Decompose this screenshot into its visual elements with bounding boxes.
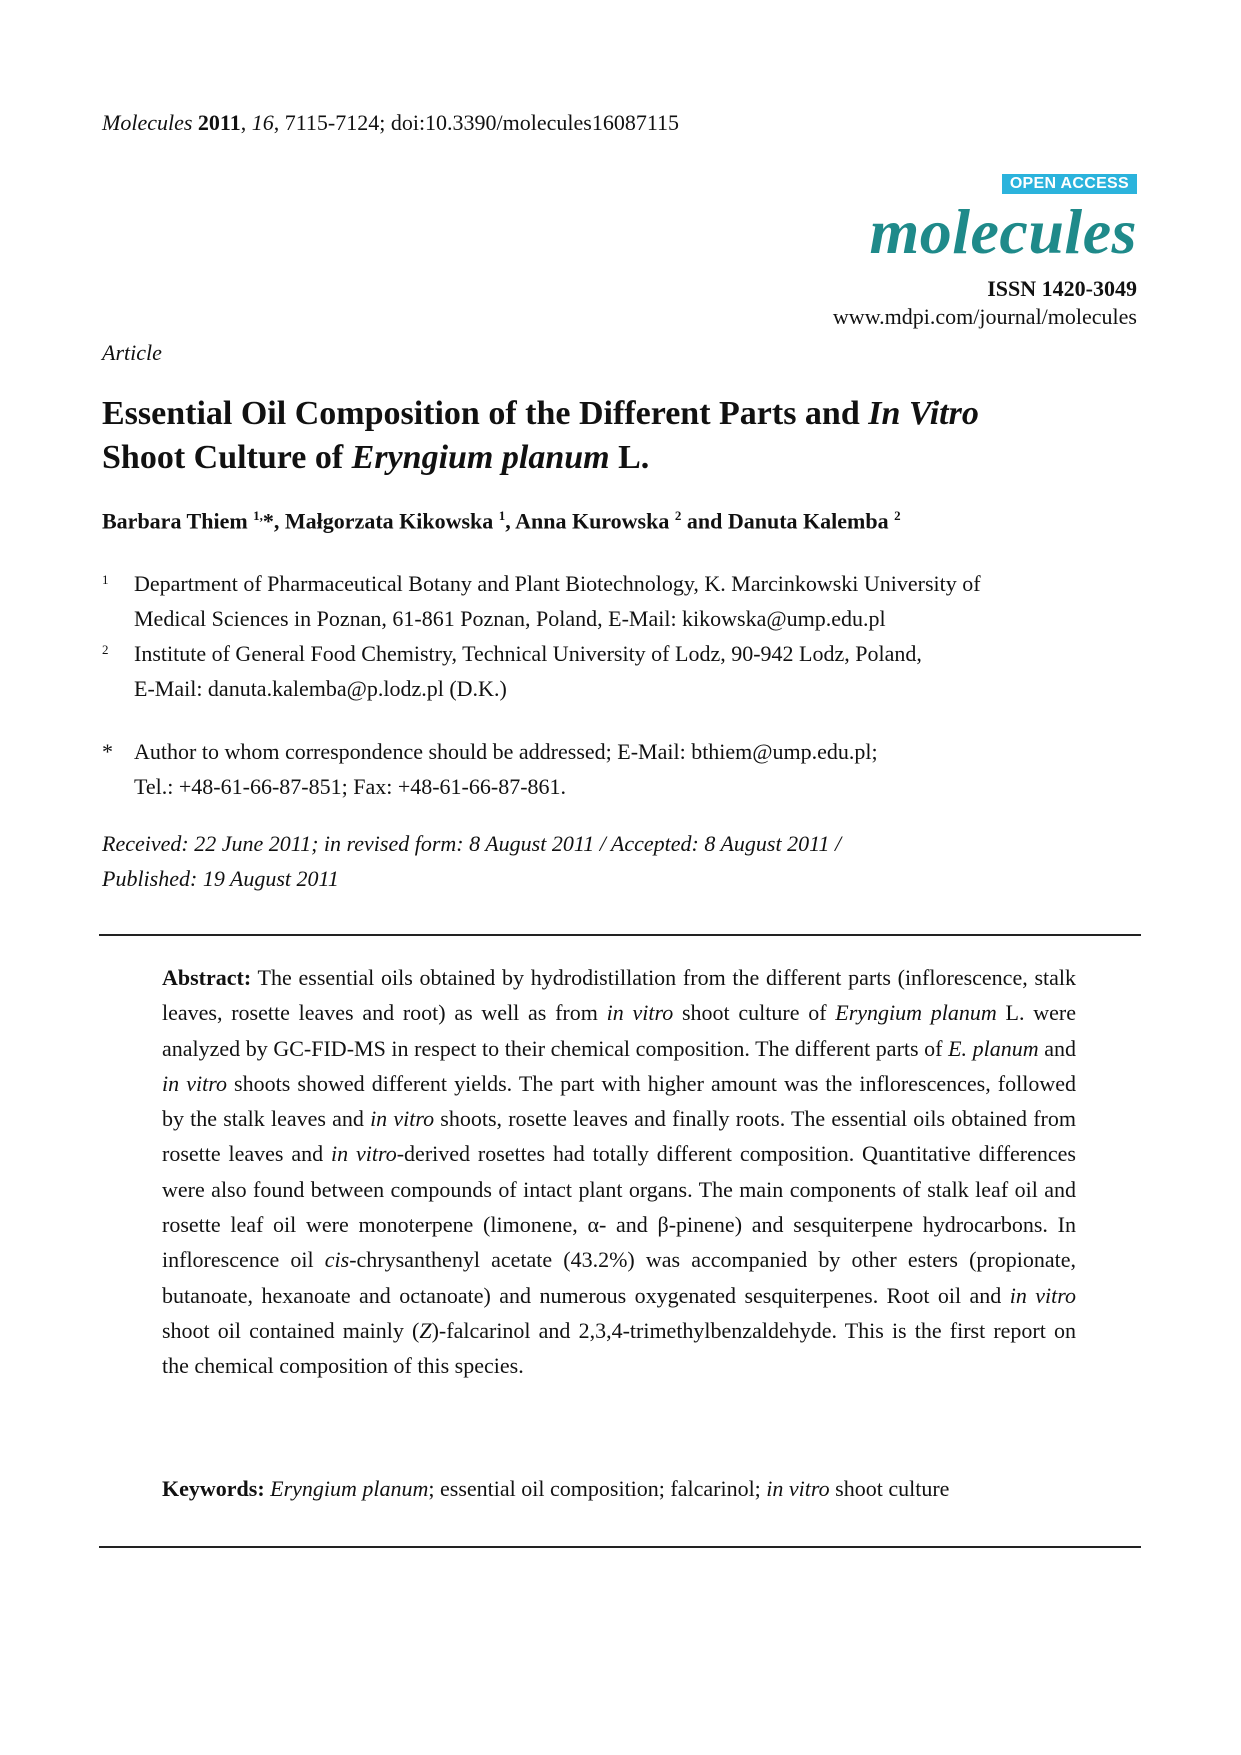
abstract-italic: in vitro <box>1009 1282 1076 1308</box>
abstract-italic: Z <box>419 1317 432 1343</box>
citation-journal: Molecules <box>102 110 193 135</box>
citation-rest: , 7115-7124; doi:10.3390/molecules16087115 <box>273 110 680 135</box>
author-name: Małgorzata Kikowska <box>284 508 499 534</box>
author-name: Barbara Thiem <box>102 508 254 534</box>
keyword-italic: Eryngium planum <box>270 1476 429 1501</box>
abstract-text: -chrysanthenyl acetate (43.2%) was accompanied by other esters (propionate, butanoate, hexanoate and octanoate) and numerous oxygenated sesquiterpenes. Root oil and <box>162 1247 1076 1308</box>
abstract-italic: in vitro <box>162 1070 227 1096</box>
abstract-italic: in vitro <box>606 1000 674 1026</box>
title-text-1: Essential Oil Composition of the Different Parts and <box>102 395 869 432</box>
abstract-italic: in vitro <box>331 1141 397 1167</box>
correspondence-note <box>102 734 1112 804</box>
abstract-text: )-falcarinol and 2,3,4-trimethylbenzaldehyde. This is the first report on the chemical composition of this species. <box>162 1317 1076 1379</box>
citation-line: Molecules 2011, 16, 7115-7124; doi:10.3390/molecules16087115 <box>102 110 680 135</box>
abstract-italic: Eryngium planum <box>835 1000 997 1026</box>
author-affil: 1, <box>253 508 263 523</box>
divider-bottom <box>99 1546 1141 1548</box>
title-text-3: L. <box>609 439 650 476</box>
abstract <box>162 960 1076 1384</box>
abstract-italic: in vitro <box>370 1106 435 1132</box>
abstract-italic: cis <box>324 1247 350 1273</box>
journal-logo: molecules <box>869 196 1137 267</box>
title-text-2: Shoot Culture of <box>102 439 352 476</box>
abstract-text: shoots showed different yields. The part with higher amount was the inflorescences, followed by the stalk leaves and <box>162 1070 1076 1132</box>
abstract-text: shoot culture of <box>673 1000 836 1026</box>
author-affil: 2 <box>674 508 682 523</box>
journal-url[interactable]: www.mdpi.com/journal/molecules <box>832 304 1137 329</box>
author-name: Anna Kurowska <box>515 508 675 534</box>
abstract-text: shoots, rosette leaves and finally roots. The essential oils obtained from rosette leaves and <box>162 1106 1076 1167</box>
affiliation-2 <box>102 636 1112 706</box>
affiliation-line: Medical Sciences in Poznan, 61-861 Poznan, Poland, E-Mail: kikowska@ump.edu.pl <box>134 606 886 631</box>
article-title <box>102 392 1102 480</box>
author-list <box>102 508 901 534</box>
affiliation-line: Institute of General Food Chemistry, Technical University of Lodz, 90-942 Lodz, Poland, <box>134 641 922 666</box>
author-affil: 1 <box>498 508 506 523</box>
citation-year: 2011 <box>197 110 241 135</box>
dates-line: Received: 22 June 2011; in revised form: 8 August 2011 / Accepted: 8 August 2011 / <box>102 831 842 856</box>
keywords <box>162 1476 949 1502</box>
author-sep: *, <box>262 508 285 534</box>
affiliation-line: E-Mail: danuta.kalemba@p.lodz.pl (D.K.) <box>134 676 507 701</box>
keywords-label: Keywords: <box>162 1476 265 1501</box>
author-name: Danuta Kalemba <box>727 508 895 534</box>
correspondence-marker: * <box>102 739 113 764</box>
abstract-text: -derived rosettes had totally different composition. Quantitative differences were also found between compounds of intact plant organs. The main components of stalk leaf oil and rosette leaf oil were monoterpene (limonene, α- and β-pinene) and sesquiterpene hydrocarbons. In inflorescence oil <box>162 1141 1076 1273</box>
divider-top <box>99 934 1141 936</box>
affiliation-marker: 1 <box>102 572 109 587</box>
title-italic-1: In Vitro <box>868 395 979 432</box>
title-italic-2: Eryngium planum <box>351 439 610 476</box>
article-type: Article <box>102 340 162 365</box>
affiliation-1 <box>102 566 1112 636</box>
affiliation-line: Department of Pharmaceutical Botany and Plant Biotechnology, K. Marcinkowski University of <box>134 571 981 596</box>
correspondence-line: Author to whom correspondence should be addressed; E-Mail: bthiem@ump.edu.pl; <box>134 739 878 764</box>
keyword-text: shoot culture <box>829 1476 950 1501</box>
author-sep: , <box>505 508 516 534</box>
citation-volume: 16 <box>251 110 274 135</box>
publication-dates <box>102 826 1122 896</box>
keyword-italic: in vitro <box>766 1476 830 1501</box>
keyword-text: ; essential oil composition; falcarinol; <box>428 1476 767 1501</box>
abstract-italic: E. planum <box>948 1035 1039 1061</box>
abstract-label: Abstract: <box>162 965 252 990</box>
issn: ISSN 1420-3049 <box>987 276 1137 301</box>
author-sep: and <box>681 508 728 534</box>
open-access-badge: OPEN ACCESS <box>1002 174 1137 194</box>
abstract-text: L. were analyzed by GC-FID-MS in respect to their chemical composition. The different parts of <box>162 1000 1076 1061</box>
author-affil: 2 <box>894 508 901 523</box>
affiliation-marker: 2 <box>102 642 109 657</box>
abstract-text: shoot oil contained mainly ( <box>162 1317 420 1343</box>
correspondence-line: Tel.: +48-61-66-87-851; Fax: +48-61-66-87-861. <box>134 774 567 799</box>
abstract-text: and <box>1038 1035 1076 1061</box>
dates-line: Published: 19 August 2011 <box>102 866 339 891</box>
abstract-text: The essential oils obtained by hydrodistillation from the different parts (inflorescence, stalk leaves, rosette leaves and root) as well as from <box>162 965 1076 1026</box>
